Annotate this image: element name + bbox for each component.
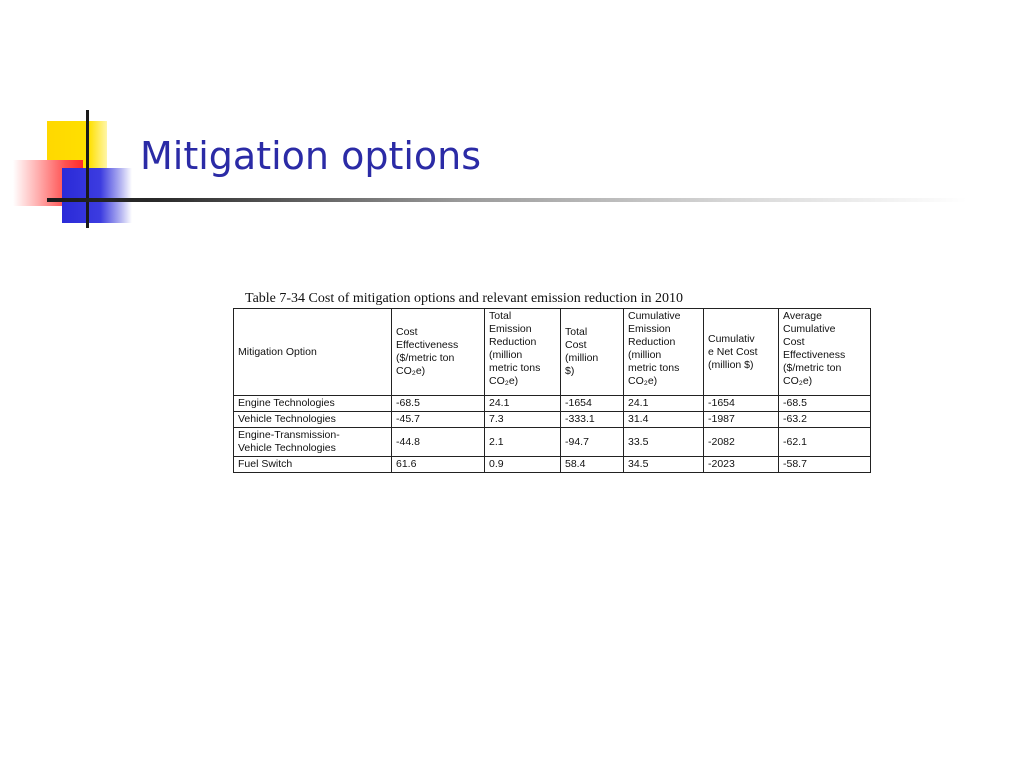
table-cell: -68.5: [779, 396, 871, 412]
table-figure: [233, 290, 873, 473]
table-row: [234, 457, 871, 473]
table-cell: 24.1: [485, 396, 561, 412]
table-cell: -45.7: [392, 412, 485, 428]
table-cell: -94.7: [561, 428, 624, 457]
table-cell: -1654: [561, 396, 624, 412]
header-average-cumulative-cost-effectiveness: Average Cumulative Cost Effectiveness ($/metric ton CO₂e): [779, 309, 871, 396]
table-cell: -2082: [704, 428, 779, 457]
title-underline: [47, 198, 967, 202]
header-total-emission-reduction: Total Emission Reduction (million metric tons CO₂e): [485, 309, 561, 396]
table-cell: 24.1: [624, 396, 704, 412]
header-total-cost: Total Cost (million $): [561, 309, 624, 396]
table-cell: -2023: [704, 457, 779, 473]
header-cost-effectiveness: Cost Effectiveness ($/metric ton CO₂e): [392, 309, 485, 396]
table-cell: 33.5: [624, 428, 704, 457]
table-cell: 58.4: [561, 457, 624, 473]
table-cell: -44.8: [392, 428, 485, 457]
row-label: Engine Technologies: [234, 396, 392, 412]
table-cell: 7.3: [485, 412, 561, 428]
table-cell: -1987: [704, 412, 779, 428]
table-cell: -1654: [704, 396, 779, 412]
table-cell: 34.5: [624, 457, 704, 473]
table-cell: -333.1: [561, 412, 624, 428]
table-cell: 2.1: [485, 428, 561, 457]
table-cell: -63.2: [779, 412, 871, 428]
table-cell: 0.9: [485, 457, 561, 473]
table-caption: Table 7-34 Cost of mitigation options and relevant emission reduction in 2010: [245, 291, 684, 306]
table-header-row: [234, 309, 871, 396]
table-row: [234, 412, 871, 428]
cost-table: [233, 308, 871, 473]
header-mitigation-option: Mitigation Option: [234, 309, 392, 396]
header-cumulative-emission-reduction: Cumulative Emission Reduction (million metric tons CO₂e): [624, 309, 704, 396]
table-cell: 31.4: [624, 412, 704, 428]
row-label: Engine-Transmission- Vehicle Technologies: [234, 428, 392, 457]
table-cell: 61.6: [392, 457, 485, 473]
row-label: Vehicle Technologies: [234, 412, 392, 428]
header-cumulative-net-cost: Cumulativ e Net Cost (million $): [704, 309, 779, 396]
table-row: [234, 396, 871, 412]
row-label: Fuel Switch: [234, 457, 392, 473]
table-cell: -62.1: [779, 428, 871, 457]
table-cell: -68.5: [392, 396, 485, 412]
slide-title: Mitigation options: [140, 134, 482, 178]
decorative-blue-square: [62, 168, 132, 223]
table-row: [234, 428, 871, 457]
table-cell: -58.7: [779, 457, 871, 473]
decorative-vertical-line: [86, 110, 89, 228]
